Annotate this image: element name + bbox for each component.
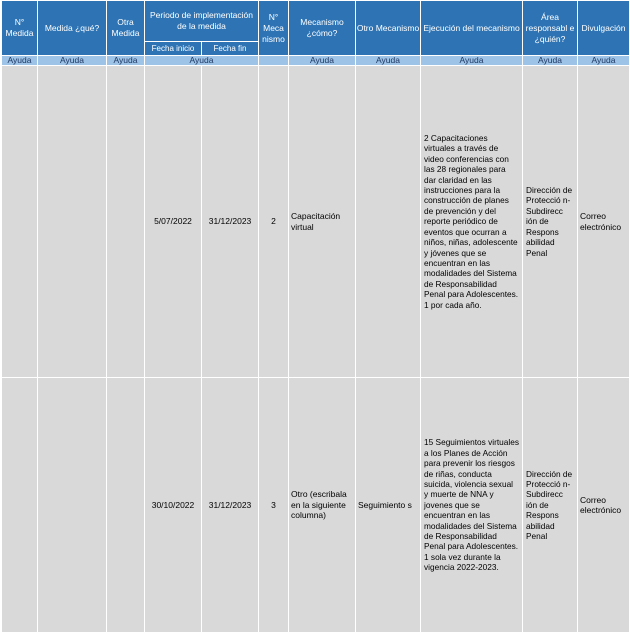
cell-n-mecanismo: 2 — [259, 66, 289, 378]
cell-otra-medida — [107, 378, 145, 633]
cell-medida — [38, 66, 107, 378]
cell-fecha-fin: 31/12/2023 — [202, 66, 259, 378]
table-row — [2, 378, 630, 633]
cell-otro-mecanismo — [356, 66, 421, 378]
cell-n-medida — [2, 66, 38, 378]
help-link[interactable]: Ayuda — [2, 56, 38, 66]
help-link[interactable]: Ayuda — [523, 56, 578, 66]
measures-table — [1, 0, 630, 633]
cell-fecha-inicio: 30/10/2022 — [145, 378, 202, 633]
help-link[interactable]: Ayuda — [107, 56, 145, 66]
cell-otro-mecanismo: Seguimiento s — [356, 378, 421, 633]
help-link[interactable]: Ayuda — [38, 56, 107, 66]
header-ejecucion: Ejecución del mecanismo — [421, 1, 523, 56]
cell-ejecucion: 15 Seguimientos virtuales a los Planes de Acción para prevenir los riesgos de riñas, conducta suicida, violencia sexual y muerte de NNA y jovenes que se encuentran en las modalidades del Sistema de Responsabilidad Penal para Adolescentes. 1 sola vez durante la vigencia 2022-2023. — [421, 378, 523, 633]
cell-area: Dirección de Protecció n- Subdirecc ión de Respons abilidad Penal — [523, 378, 578, 633]
help-cell-empty — [259, 56, 289, 66]
cell-divulgacion: Correo electrónico — [578, 66, 630, 378]
cell-divulgacion: Correo electrónico — [578, 378, 630, 633]
header-n-medida: N° Medida — [2, 1, 38, 56]
help-link[interactable]: Ayuda — [356, 56, 421, 66]
header-fecha-inicio: Fecha inicio — [145, 42, 202, 56]
table-row — [2, 66, 630, 378]
header-fecha-fin: Fecha fin — [202, 42, 259, 56]
header-periodo: Periodo de implementación de la medida — [145, 1, 259, 42]
help-link[interactable]: Ayuda — [578, 56, 630, 66]
help-link[interactable]: Ayuda — [145, 56, 259, 66]
header-n-mecanismo: N° Meca nismo — [259, 1, 289, 56]
header-otro-mecanismo: Otro Mecanismo — [356, 1, 421, 56]
header-divulgacion: Divulgación — [578, 1, 630, 56]
cell-mecanismo: Capacitación virtual — [289, 66, 356, 378]
header-otra-medida: Otra Medida — [107, 1, 145, 56]
cell-area: Dirección de Protecció n- Subdirecc ión de Respons abilidad Penal — [523, 66, 578, 378]
header-medida: Medida ¿qué? — [38, 1, 107, 56]
cell-fecha-inicio: 5/07/2022 — [145, 66, 202, 378]
header-mecanismo: Mecanismo ¿cómo? — [289, 1, 356, 56]
cell-medida — [38, 378, 107, 633]
cell-ejecucion: 2 Capacitaciones virtuales a través de video conferencias con las 28 regionales para dar claridad en las instrucciones para la construcción de planes de prevención y del reporte periódico de eventos que ocurran a niños, niñas, adolescente y jóvenes que se encuentran en las modalidades del Sistema de Responsabilidad Penal para Adolescentes. 1 por cada año. — [421, 66, 523, 378]
cell-fecha-fin: 31/12/2023 — [202, 378, 259, 633]
cell-otra-medida — [107, 66, 145, 378]
help-link[interactable]: Ayuda — [289, 56, 356, 66]
cell-mecanismo: Otro (escribala en la siguiente columna) — [289, 378, 356, 633]
cell-n-mecanismo: 3 — [259, 378, 289, 633]
header-area: Área responsabl e ¿quién? — [523, 1, 578, 56]
help-link[interactable]: Ayuda — [421, 56, 523, 66]
cell-n-medida — [2, 378, 38, 633]
